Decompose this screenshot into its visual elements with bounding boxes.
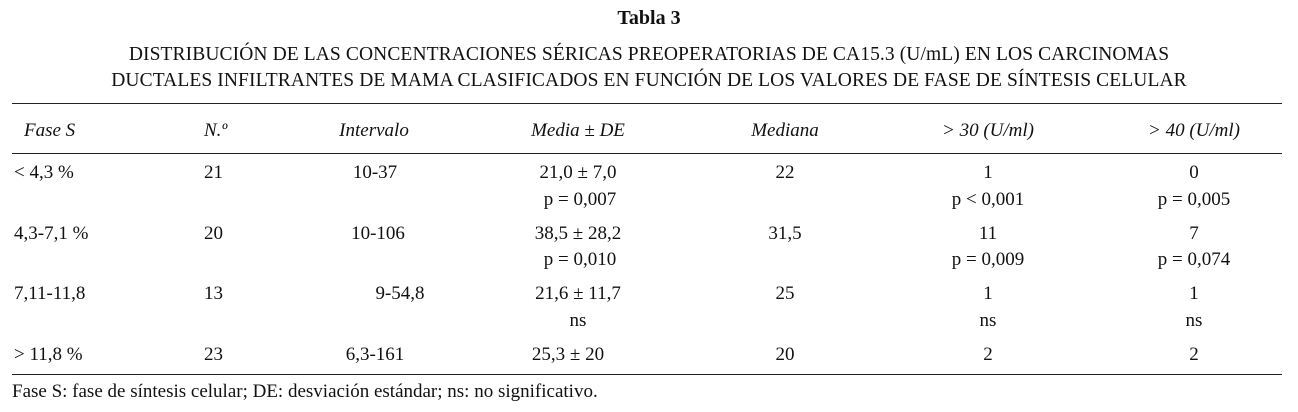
cell-media-p: p = 0,010 bbox=[543, 249, 617, 270]
cell-intervalo: 9-54,8 bbox=[375, 283, 425, 304]
cell-fase: < 4,3 % bbox=[14, 162, 74, 183]
cell-intervalo: 6,3-161 bbox=[345, 344, 405, 365]
cell-media: 21,0 ± 7,0 bbox=[539, 162, 617, 183]
header-rule bbox=[12, 153, 1282, 154]
table-footnote: Fase S: fase de síntesis celular; DE: desviación estándar; ns: no significativo. bbox=[12, 381, 598, 402]
cell-n: 20 bbox=[204, 223, 223, 244]
bottom-rule bbox=[12, 374, 1282, 375]
cell-gt40-p: ns bbox=[1185, 310, 1203, 331]
cell-fase: 7,11-11,8 bbox=[14, 283, 86, 304]
cell-n: 21 bbox=[204, 162, 223, 183]
cell-media: 25,3 ± 20 bbox=[531, 344, 605, 365]
cell-mediana: 31,5 bbox=[768, 223, 802, 244]
cell-gt40-p: p = 0,074 bbox=[1157, 249, 1231, 270]
header-n: N.º bbox=[204, 120, 228, 141]
cell-gt40: 2 bbox=[1189, 344, 1199, 365]
cell-fase: 4,3-7,1 % bbox=[14, 223, 89, 244]
cell-mediana: 20 bbox=[775, 344, 795, 365]
header-fase-s: Fase S bbox=[24, 120, 76, 141]
table-caption-line-2: DUCTALES INFILTRANTES DE MAMA CLASIFICADOS EN FUNCIÓN DE LOS VALORES DE FASE DE SÍNTESIS CELULAR bbox=[111, 70, 1187, 91]
cell-gt30-p: ns bbox=[979, 310, 997, 331]
table-caption-line-1: DISTRIBUCIÓN DE LAS CONCENTRACIONES SÉRICAS PREOPERATORIAS DE CA15.3 (U/mL) EN LOS CARCINOMAS bbox=[128, 44, 1170, 65]
cell-gt30: 1 bbox=[983, 162, 993, 183]
cell-gt40: 1 bbox=[1189, 283, 1199, 304]
cell-mediana: 25 bbox=[775, 283, 795, 304]
cell-gt30-p: p < 0,001 bbox=[951, 189, 1025, 210]
table-caption bbox=[0, 42, 1298, 94]
header-mediana: Mediana bbox=[751, 120, 819, 141]
header-gt40: > 40 (U/ml) bbox=[1148, 120, 1240, 141]
cell-media: 38,5 ± 28,2 bbox=[534, 223, 622, 244]
header-media-de: Media ± DE bbox=[531, 120, 625, 141]
cell-gt40-p: p = 0,005 bbox=[1157, 189, 1231, 210]
cell-gt30: 1 bbox=[983, 283, 993, 304]
cell-fase: > 11,8 % bbox=[14, 344, 83, 365]
cell-media-p: ns bbox=[569, 310, 587, 331]
cell-mediana: 22 bbox=[775, 162, 795, 183]
cell-gt30-p: p = 0,009 bbox=[951, 249, 1025, 270]
cell-n: 23 bbox=[204, 344, 223, 365]
cell-n: 13 bbox=[204, 283, 223, 304]
top-rule bbox=[12, 103, 1282, 104]
cell-intervalo: 10-37 bbox=[352, 162, 398, 183]
cell-gt40: 7 bbox=[1189, 223, 1199, 244]
header-gt30: > 30 (U/ml) bbox=[942, 120, 1034, 141]
header-intervalo: Intervalo bbox=[339, 120, 409, 141]
cell-media-p: p = 0,007 bbox=[543, 189, 617, 210]
cell-gt30: 11 bbox=[978, 223, 998, 244]
cell-intervalo: 10-106 bbox=[351, 223, 405, 244]
cell-media: 21,6 ± 11,7 bbox=[535, 283, 621, 304]
cell-gt30: 2 bbox=[983, 344, 993, 365]
table-title: Tabla 3 bbox=[617, 7, 681, 29]
cell-gt40: 0 bbox=[1189, 162, 1199, 183]
